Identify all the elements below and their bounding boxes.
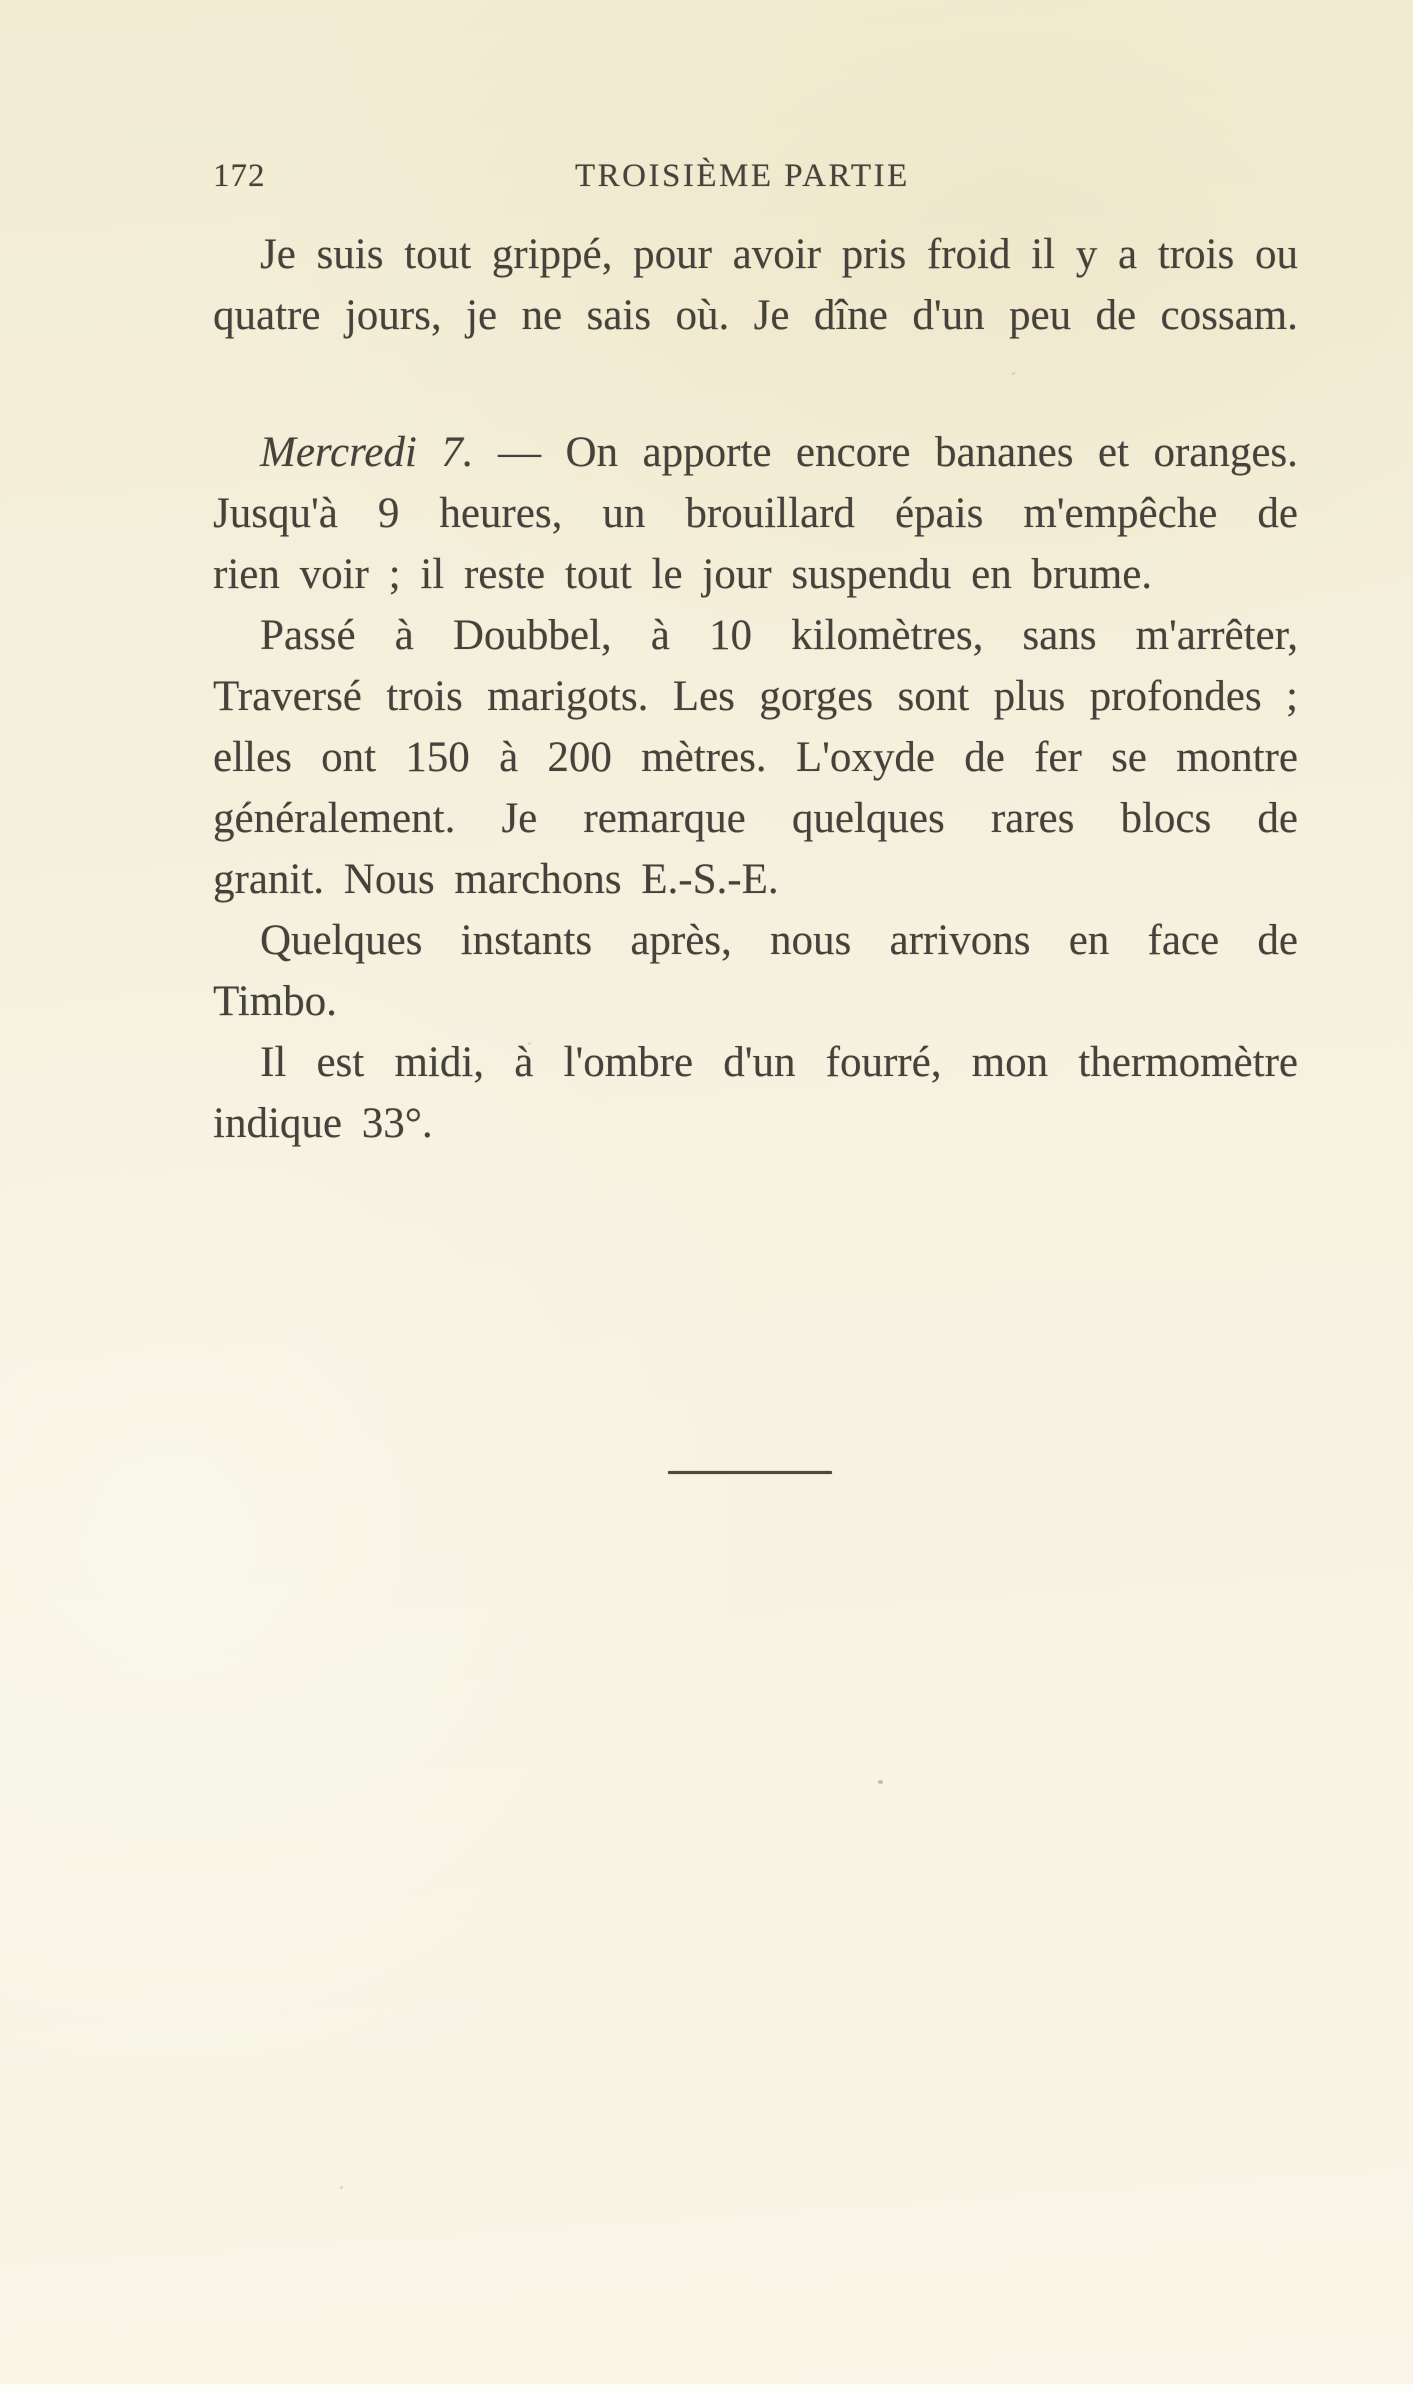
- word: mon: [971, 1039, 1049, 1086]
- word: Il: [260, 1039, 287, 1086]
- word: L'oxyde: [795, 734, 935, 781]
- word: l'ombre: [563, 1039, 694, 1086]
- word: Je: [753, 292, 790, 339]
- word: à: [394, 612, 414, 659]
- word: gorges: [759, 673, 874, 720]
- paper-speck: [340, 2186, 343, 2189]
- text-line: [260, 224, 1298, 285]
- page-number: 172: [213, 158, 266, 194]
- word: —: [498, 429, 541, 476]
- word: Doubbel,: [452, 612, 612, 659]
- word: fer: [1034, 734, 1082, 781]
- text-line: granit. Nous marchons E.-S.-E.: [213, 856, 779, 903]
- word: encore: [795, 429, 911, 476]
- word: épais: [894, 490, 984, 537]
- text-line: [260, 422, 1298, 483]
- text-line: [213, 483, 1298, 544]
- word: sais: [586, 292, 652, 339]
- text-line: [213, 727, 1298, 788]
- word: profondes: [1089, 673, 1262, 720]
- paper-speck: [528, 1042, 531, 1045]
- word: trois: [386, 673, 463, 720]
- word: tout: [404, 231, 472, 278]
- word: instants: [460, 917, 593, 964]
- word: pour: [633, 231, 712, 278]
- word: pris: [841, 231, 907, 278]
- word: mètres.: [641, 734, 767, 781]
- word: quelques: [791, 795, 945, 842]
- word: d'un: [912, 292, 985, 339]
- word: ne: [521, 292, 563, 339]
- word: heures,: [439, 490, 563, 537]
- word: dîne: [813, 292, 888, 339]
- word: montre: [1176, 734, 1298, 781]
- text-line: Timbo.: [213, 978, 337, 1025]
- word: où.: [675, 292, 730, 339]
- paragraph: [213, 422, 1298, 605]
- word: de: [1257, 795, 1298, 842]
- word: ;: [1286, 673, 1298, 720]
- word: jours,: [344, 292, 442, 339]
- paper-speck: [878, 1780, 883, 1784]
- word: est: [316, 1039, 365, 1086]
- word: Traversé: [213, 673, 362, 720]
- word: de: [964, 734, 1005, 781]
- word: 9: [377, 490, 400, 537]
- word: après,: [630, 917, 732, 964]
- text-line: [213, 788, 1298, 849]
- word: Jusqu'à: [213, 490, 338, 537]
- word: il: [1031, 231, 1056, 278]
- word: thermomètre: [1078, 1039, 1298, 1086]
- word: a: [1117, 231, 1138, 278]
- word: Je: [501, 795, 538, 842]
- text-line: [260, 910, 1298, 971]
- word: remarque: [583, 795, 746, 842]
- word: kilomètres,: [791, 612, 984, 659]
- word: bananes: [934, 429, 1074, 476]
- word: généralement.: [213, 795, 456, 842]
- word: 10: [708, 612, 752, 659]
- body-text: [213, 224, 1298, 1154]
- word: grippé,: [491, 231, 613, 278]
- word: à: [650, 612, 670, 659]
- text-line: [213, 666, 1298, 727]
- word: à: [514, 1039, 534, 1086]
- word: ou: [1254, 231, 1298, 278]
- word: sans: [1022, 612, 1097, 659]
- word: brouillard: [685, 490, 855, 537]
- page-header: [0, 156, 1413, 196]
- word: y: [1075, 231, 1098, 278]
- word: oranges.: [1153, 429, 1298, 476]
- word: elles: [213, 734, 292, 781]
- paragraph: [213, 1032, 1298, 1154]
- word: arrivons: [889, 917, 1031, 964]
- word: se: [1111, 734, 1147, 781]
- word: m'empêche: [1023, 490, 1218, 537]
- word: 150: [405, 734, 470, 781]
- word: à: [499, 734, 519, 781]
- word: ont: [321, 734, 377, 781]
- word: en: [1068, 917, 1110, 964]
- word: un: [602, 490, 646, 537]
- word: face: [1147, 917, 1220, 964]
- word: avoir: [732, 231, 821, 278]
- paragraph: [213, 910, 1298, 1032]
- word: et: [1097, 429, 1129, 476]
- word: 7.: [441, 429, 474, 476]
- word: Passé: [260, 612, 356, 659]
- text-line: [260, 605, 1298, 666]
- text-line: [260, 1032, 1298, 1093]
- paper-speck: [247, 800, 250, 803]
- text-line: [213, 285, 1298, 346]
- word: fourré,: [825, 1039, 942, 1086]
- word: plus: [993, 673, 1066, 720]
- word: Les: [672, 673, 735, 720]
- word: On: [565, 429, 619, 476]
- word: blocs: [1120, 795, 1212, 842]
- word: cossam.: [1160, 292, 1298, 339]
- word: trois: [1157, 231, 1235, 278]
- word: nous: [770, 917, 852, 964]
- word: midi,: [394, 1039, 485, 1086]
- word: rares: [990, 795, 1075, 842]
- word: je: [466, 292, 498, 339]
- paper-speck: [1012, 372, 1015, 375]
- word: suis: [316, 231, 384, 278]
- paragraph: [213, 605, 1298, 910]
- word: 200: [547, 734, 612, 781]
- scan-edge: [0, 2384, 1413, 2391]
- word: d'un: [723, 1039, 796, 1086]
- word: Quelques: [260, 917, 423, 964]
- word: peu: [1009, 292, 1072, 339]
- paragraph: [213, 224, 1298, 346]
- text-line: rien voir ; il reste tout le jour suspendu en brume.: [213, 551, 1153, 598]
- text-line: indique 33°.: [213, 1100, 433, 1147]
- word: apporte: [642, 429, 772, 476]
- word: marigots.: [487, 673, 649, 720]
- running-title: TROISIÈME PARTIE: [575, 158, 910, 194]
- word: de: [1257, 917, 1298, 964]
- word: sont: [897, 673, 970, 720]
- word: quatre: [213, 292, 321, 339]
- word: de: [1095, 292, 1137, 339]
- word: de: [1257, 490, 1298, 537]
- word: m'arrêter,: [1135, 612, 1298, 659]
- section-divider-rule: [668, 1471, 832, 1474]
- word: Je: [260, 231, 296, 278]
- word: froid: [926, 231, 1011, 278]
- word: Mercredi: [260, 429, 417, 476]
